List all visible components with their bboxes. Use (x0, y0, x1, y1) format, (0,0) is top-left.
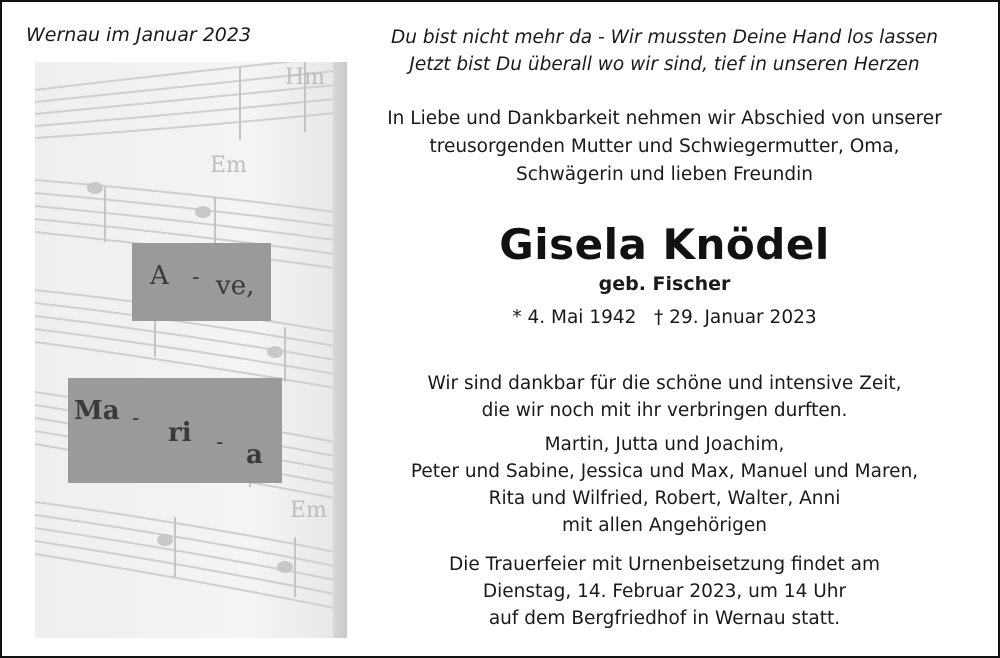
lyric-syllable: Ma (74, 396, 120, 426)
intro-line: In Liebe und Dankbarkeit nehmen wir Abschied von unserer (387, 108, 942, 129)
motto-line: Jetzt bist Du überall wo wir sind, tief in unseren Herzen (409, 54, 920, 75)
intro-line: treusorgenden Mutter und Schwiegermutter, Oma, (429, 136, 900, 157)
intro-line: Schwägerin und lieben Freundin (516, 164, 813, 185)
lyric-label-maria (68, 378, 282, 483)
funeral-info (377, 551, 952, 632)
family-line: Martin, Jutta und Joachim, (544, 434, 785, 455)
family-line: Peter und Sabine, Jessica und Max, Manuel und Maren, (410, 461, 919, 482)
lyric-syllable: A (150, 261, 169, 291)
thanks-line: Wir sind dankbar für die schöne und intensive Zeit, (427, 373, 902, 394)
maiden-name: geb. Fischer (598, 273, 731, 295)
motto-line: Du bist nicht mehr da - Wir mussten Deine Hand los lassen (391, 27, 938, 48)
panel-shade (333, 62, 347, 638)
funeral-line: Dienstag, 14. Februar 2023, um 14 Uhr (482, 581, 847, 602)
sheet-music-drawing (35, 62, 347, 638)
place-date: Wernau im Januar 2023 (26, 24, 252, 46)
lyric-syllable: ri (168, 418, 192, 448)
intro-text (377, 105, 952, 189)
life-dates: * 4. Mai 1942 † 29. Januar 2023 (512, 307, 817, 328)
motto (377, 24, 952, 78)
family-line: Rita und Wilfried, Robert, Walter, Anni (488, 488, 841, 509)
funeral-line: auf dem Bergfriedhof in Wernau statt. (488, 608, 841, 629)
chord-label: Em (290, 498, 327, 523)
family-list (377, 431, 952, 539)
funeral-line: Die Trauerfeier mit Urnenbeisetzung findet am (448, 554, 881, 575)
thanks-line: die wir noch mit ihr verbringen durften. (481, 400, 848, 421)
chord-label: Hm (285, 65, 326, 90)
lyric-syllable: a (246, 440, 263, 470)
lyric-syllable: - (132, 406, 140, 431)
family-line: mit allen Angehörigen (561, 515, 768, 536)
sheet-music-image (35, 62, 347, 638)
lyric-syllable: ve, (216, 271, 255, 301)
chord-label: Em (210, 153, 247, 178)
lyric-syllable: - (216, 430, 224, 455)
lyric-syllable: - (192, 265, 200, 290)
thanks-text (377, 370, 952, 424)
deceased-name: Gisela Knödel (499, 220, 830, 269)
lyric-label-ave (132, 243, 271, 321)
